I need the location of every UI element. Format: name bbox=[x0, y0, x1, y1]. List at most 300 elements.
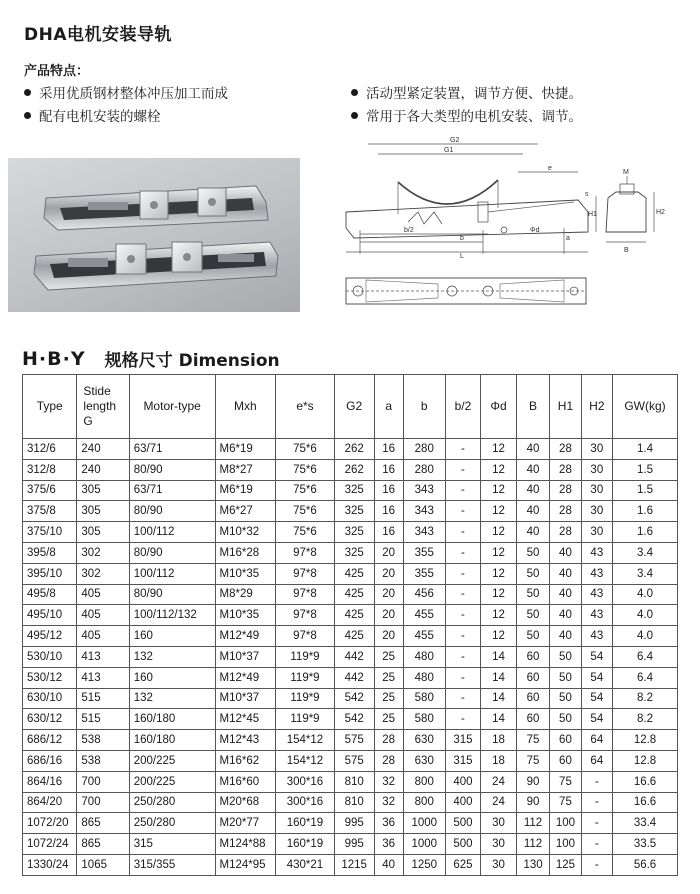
table-cell: 12 bbox=[481, 605, 517, 626]
table-cell: 20 bbox=[374, 584, 403, 605]
table-cell: 455 bbox=[403, 605, 445, 626]
table-cell: 300*16 bbox=[276, 792, 335, 813]
table-cell: 43 bbox=[581, 584, 612, 605]
table-cell: M16*60 bbox=[215, 771, 276, 792]
table-cell: - bbox=[445, 542, 481, 563]
product-photo bbox=[8, 158, 300, 312]
table-cell: 20 bbox=[374, 626, 403, 647]
table-cell: 30 bbox=[581, 522, 612, 543]
table-cell: M16*62 bbox=[215, 750, 276, 771]
dimension-drawing bbox=[338, 132, 668, 328]
table-cell: M124*88 bbox=[215, 834, 276, 855]
table-row bbox=[23, 688, 678, 709]
table-cell: M8*27 bbox=[215, 459, 276, 480]
table-cell: 262 bbox=[334, 439, 374, 460]
table-cell: 4.0 bbox=[613, 626, 678, 647]
table-cell: M12*49 bbox=[215, 667, 276, 688]
table-cell: 12 bbox=[481, 584, 517, 605]
table-cell: 480 bbox=[403, 667, 445, 688]
table-cell: 495/10 bbox=[23, 605, 77, 626]
table-cell: 16 bbox=[374, 501, 403, 522]
table-cell: M10*35 bbox=[215, 605, 276, 626]
label-s: s bbox=[585, 191, 589, 198]
table-cell: 90 bbox=[516, 792, 549, 813]
table-cell: 12 bbox=[481, 459, 517, 480]
table-cell: 538 bbox=[77, 730, 129, 751]
table-cell: 12 bbox=[481, 542, 517, 563]
table-cell: 100 bbox=[550, 813, 581, 834]
table-cell: 355 bbox=[403, 563, 445, 584]
table-cell: 12 bbox=[481, 501, 517, 522]
table-cell: 200/225 bbox=[129, 750, 215, 771]
table-cell: 425 bbox=[334, 584, 374, 605]
table-cell: 125 bbox=[550, 854, 581, 875]
table-cell: 50 bbox=[550, 688, 581, 709]
table-cell: 8.2 bbox=[613, 709, 678, 730]
table-cell: 119*9 bbox=[276, 709, 335, 730]
table-cell: 864/16 bbox=[23, 771, 77, 792]
table-cell: 515 bbox=[77, 688, 129, 709]
table-cell: - bbox=[581, 792, 612, 813]
table-cell: 455 bbox=[403, 626, 445, 647]
table-cell: 154*12 bbox=[276, 750, 335, 771]
table-cell: 97*8 bbox=[276, 626, 335, 647]
table-cell: 20 bbox=[374, 605, 403, 626]
table-cell: 40 bbox=[516, 501, 549, 522]
table-cell: M10*37 bbox=[215, 646, 276, 667]
table-cell: 405 bbox=[77, 584, 129, 605]
table-cell: - bbox=[445, 480, 481, 501]
table-cell: 97*8 bbox=[276, 584, 335, 605]
col-header: H2 bbox=[581, 375, 612, 439]
table-cell: 325 bbox=[334, 501, 374, 522]
table-cell: 60 bbox=[516, 667, 549, 688]
table-cell: 1072/20 bbox=[23, 813, 77, 834]
table-cell: 97*8 bbox=[276, 605, 335, 626]
table-cell: 14 bbox=[481, 667, 517, 688]
table-cell: 700 bbox=[77, 771, 129, 792]
table-cell: 686/16 bbox=[23, 750, 77, 771]
table-cell: - bbox=[445, 626, 481, 647]
table-cell: 40 bbox=[550, 563, 581, 584]
table-cell: - bbox=[581, 834, 612, 855]
table-cell: 40 bbox=[550, 584, 581, 605]
table-cell: 1065 bbox=[77, 854, 129, 875]
table-cell: 12.8 bbox=[613, 750, 678, 771]
table-row bbox=[23, 522, 678, 543]
table-cell: 25 bbox=[374, 646, 403, 667]
table-cell: 442 bbox=[334, 667, 374, 688]
table-cell: 64 bbox=[581, 750, 612, 771]
table-cell: 100/112/132 bbox=[129, 605, 215, 626]
table-cell: 50 bbox=[550, 667, 581, 688]
table-cell: 30 bbox=[481, 834, 517, 855]
table-cell: 18 bbox=[481, 750, 517, 771]
table-row bbox=[23, 542, 678, 563]
col-header: b/2 bbox=[445, 375, 481, 439]
table-cell: 100 bbox=[550, 834, 581, 855]
label-m: M bbox=[623, 169, 629, 176]
table-cell: 132 bbox=[129, 646, 215, 667]
table-cell: 325 bbox=[334, 480, 374, 501]
table-cell: 154*12 bbox=[276, 730, 335, 751]
table-cell: 315/355 bbox=[129, 854, 215, 875]
table-cell: 530/12 bbox=[23, 667, 77, 688]
table-cell: 4.0 bbox=[613, 605, 678, 626]
page-title: DHA电机安装导轨 bbox=[24, 25, 172, 45]
table-cell: 6.4 bbox=[613, 646, 678, 667]
table-cell: 305 bbox=[77, 522, 129, 543]
table-cell: 50 bbox=[516, 563, 549, 584]
table-cell: 50 bbox=[550, 646, 581, 667]
table-cell: 32 bbox=[374, 771, 403, 792]
table-cell: 12 bbox=[481, 480, 517, 501]
table-cell: 50 bbox=[516, 626, 549, 647]
label-bwidth: B bbox=[624, 247, 629, 254]
table-cell: 20 bbox=[374, 563, 403, 584]
table-row bbox=[23, 626, 678, 647]
table-cell: 30 bbox=[581, 480, 612, 501]
table-cell: 1215 bbox=[334, 854, 374, 875]
table-cell: 425 bbox=[334, 626, 374, 647]
table-cell: 625 bbox=[445, 854, 481, 875]
table-cell: 405 bbox=[77, 626, 129, 647]
table-cell: 97*8 bbox=[276, 563, 335, 584]
table-cell: 1250 bbox=[403, 854, 445, 875]
dimension-table bbox=[22, 374, 678, 876]
table-row bbox=[23, 834, 678, 855]
table-row bbox=[23, 771, 678, 792]
table-cell: 112 bbox=[516, 813, 549, 834]
table-cell: 280 bbox=[403, 439, 445, 460]
table-cell: 1000 bbox=[403, 834, 445, 855]
table-cell: 1.5 bbox=[613, 480, 678, 501]
table-cell: 28 bbox=[550, 439, 581, 460]
table-cell: - bbox=[445, 439, 481, 460]
table-cell: 580 bbox=[403, 709, 445, 730]
table-cell: 800 bbox=[403, 771, 445, 792]
table-cell: 80/90 bbox=[129, 459, 215, 480]
table-cell: 100/112 bbox=[129, 522, 215, 543]
table-cell: 28 bbox=[374, 750, 403, 771]
table-cell: 30 bbox=[481, 813, 517, 834]
table-cell: 1.6 bbox=[613, 522, 678, 543]
table-cell: 60 bbox=[516, 646, 549, 667]
label-phid: Φd bbox=[530, 227, 540, 234]
table-cell: 75*6 bbox=[276, 480, 335, 501]
table-cell: 60 bbox=[550, 750, 581, 771]
table-cell: 865 bbox=[77, 834, 129, 855]
table-cell: 80/90 bbox=[129, 584, 215, 605]
table-cell: 130 bbox=[516, 854, 549, 875]
table-cell: - bbox=[581, 771, 612, 792]
col-header: b bbox=[403, 375, 445, 439]
table-cell: 315 bbox=[129, 834, 215, 855]
table-cell: 315 bbox=[445, 730, 481, 751]
table-header-row bbox=[23, 375, 678, 439]
table-cell: 28 bbox=[550, 480, 581, 501]
table-row bbox=[23, 709, 678, 730]
table-cell: 33.5 bbox=[613, 834, 678, 855]
table-cell: 12 bbox=[481, 626, 517, 647]
table-cell: 395/8 bbox=[23, 542, 77, 563]
table-cell: 305 bbox=[77, 480, 129, 501]
table-cell: 630/10 bbox=[23, 688, 77, 709]
table-cell: 112 bbox=[516, 834, 549, 855]
table-cell: - bbox=[445, 667, 481, 688]
table-row bbox=[23, 605, 678, 626]
col-header: Φd bbox=[481, 375, 517, 439]
table-row bbox=[23, 480, 678, 501]
col-header: GW(kg) bbox=[613, 375, 678, 439]
table-cell: 1.6 bbox=[613, 501, 678, 522]
table-cell: 50 bbox=[516, 605, 549, 626]
technical-drawing bbox=[338, 132, 668, 328]
table-cell: 40 bbox=[516, 522, 549, 543]
table-cell: 312/8 bbox=[23, 459, 77, 480]
table-cell: 200/225 bbox=[129, 771, 215, 792]
table-cell: 456 bbox=[403, 584, 445, 605]
label-b: b bbox=[460, 235, 464, 242]
table-cell: 40 bbox=[516, 480, 549, 501]
table-cell: 442 bbox=[334, 646, 374, 667]
table-cell: M8*29 bbox=[215, 584, 276, 605]
table-cell: M6*19 bbox=[215, 480, 276, 501]
label-l: L bbox=[460, 253, 464, 260]
table-cell: M20*77 bbox=[215, 813, 276, 834]
table-cell: 575 bbox=[334, 730, 374, 751]
table-cell: 3.4 bbox=[613, 563, 678, 584]
table-cell: 32 bbox=[374, 792, 403, 813]
table-cell: 30 bbox=[581, 501, 612, 522]
table-cell: 75*6 bbox=[276, 459, 335, 480]
table-cell: 16 bbox=[374, 439, 403, 460]
table-cell: 119*9 bbox=[276, 688, 335, 709]
brand-logo: H·B·Y bbox=[22, 347, 86, 370]
table-cell: M10*37 bbox=[215, 688, 276, 709]
table-cell: 413 bbox=[77, 667, 129, 688]
table-cell: 160/180 bbox=[129, 709, 215, 730]
table-cell: 400 bbox=[445, 771, 481, 792]
table-cell: 75*6 bbox=[276, 439, 335, 460]
table-row bbox=[23, 750, 678, 771]
bullet-icon bbox=[351, 89, 358, 96]
table-cell: 132 bbox=[129, 688, 215, 709]
table-cell: 30 bbox=[581, 439, 612, 460]
label-e: e bbox=[548, 165, 552, 172]
table-cell: 119*9 bbox=[276, 646, 335, 667]
table-cell: 24 bbox=[481, 771, 517, 792]
table-cell: 18 bbox=[481, 730, 517, 751]
table-cell: 63/71 bbox=[129, 480, 215, 501]
motor-rail-image bbox=[8, 158, 300, 312]
table-cell: 4.0 bbox=[613, 584, 678, 605]
table-cell: 25 bbox=[374, 667, 403, 688]
table-cell: 425 bbox=[334, 605, 374, 626]
table-cell: 580 bbox=[403, 688, 445, 709]
table-cell: - bbox=[445, 501, 481, 522]
table-cell: 325 bbox=[334, 542, 374, 563]
table-cell: 160*19 bbox=[276, 834, 335, 855]
table-cell: 515 bbox=[77, 709, 129, 730]
table-cell: 54 bbox=[581, 667, 612, 688]
table-cell: 54 bbox=[581, 688, 612, 709]
table-cell: 20 bbox=[374, 542, 403, 563]
table-cell: 12 bbox=[481, 439, 517, 460]
table-cell: 375/6 bbox=[23, 480, 77, 501]
label-a: a bbox=[566, 235, 570, 242]
table-cell: 1.4 bbox=[613, 439, 678, 460]
table-cell: M20*68 bbox=[215, 792, 276, 813]
table-cell: 43 bbox=[581, 542, 612, 563]
table-cell: 12 bbox=[481, 563, 517, 584]
table-row bbox=[23, 792, 678, 813]
table-cell: 90 bbox=[516, 771, 549, 792]
table-cell: 495/12 bbox=[23, 626, 77, 647]
col-header: Mxh bbox=[215, 375, 276, 439]
col-header: e*s bbox=[276, 375, 335, 439]
table-cell: 14 bbox=[481, 646, 517, 667]
table-cell: 56.6 bbox=[613, 854, 678, 875]
table-cell: M16*28 bbox=[215, 542, 276, 563]
table-cell: 500 bbox=[445, 813, 481, 834]
dimension-heading bbox=[22, 346, 280, 371]
table-cell: 400 bbox=[445, 792, 481, 813]
table-cell: 75*6 bbox=[276, 501, 335, 522]
col-header: H1 bbox=[550, 375, 581, 439]
table-cell: 30 bbox=[581, 459, 612, 480]
bullet-icon bbox=[24, 89, 31, 96]
table-cell: 75 bbox=[516, 730, 549, 751]
table-cell: 28 bbox=[550, 459, 581, 480]
table-row bbox=[23, 854, 678, 875]
table-cell: 43 bbox=[581, 563, 612, 584]
table-cell: 63/71 bbox=[129, 439, 215, 460]
table-cell: 250/280 bbox=[129, 792, 215, 813]
table-cell: 995 bbox=[334, 834, 374, 855]
table-cell: 50 bbox=[550, 709, 581, 730]
table-cell: 280 bbox=[403, 459, 445, 480]
table-cell: 43 bbox=[581, 626, 612, 647]
table-cell: 97*8 bbox=[276, 542, 335, 563]
table-cell: 1000 bbox=[403, 813, 445, 834]
table-cell: 864/20 bbox=[23, 792, 77, 813]
table-cell: M10*35 bbox=[215, 563, 276, 584]
table-cell: 343 bbox=[403, 522, 445, 543]
table-cell: 630 bbox=[403, 750, 445, 771]
table-cell: 1072/24 bbox=[23, 834, 77, 855]
table-cell: M124*95 bbox=[215, 854, 276, 875]
table-cell: - bbox=[445, 709, 481, 730]
table-cell: 430*21 bbox=[276, 854, 335, 875]
table-cell: 375/10 bbox=[23, 522, 77, 543]
table-cell: 28 bbox=[550, 501, 581, 522]
table-cell: M6*19 bbox=[215, 439, 276, 460]
table-cell: 575 bbox=[334, 750, 374, 771]
table-cell: M6*27 bbox=[215, 501, 276, 522]
label-h1: H1 bbox=[588, 211, 597, 218]
label-h2: H2 bbox=[656, 209, 665, 216]
table-cell: 343 bbox=[403, 480, 445, 501]
table-cell: - bbox=[445, 688, 481, 709]
table-row bbox=[23, 667, 678, 688]
feature-item: 配有电机安装的螺栓 bbox=[24, 105, 161, 125]
table-cell: 3.4 bbox=[613, 542, 678, 563]
table-cell: 40 bbox=[550, 626, 581, 647]
table-cell: 375/8 bbox=[23, 501, 77, 522]
col-header: Type bbox=[23, 375, 77, 439]
table-cell: 302 bbox=[77, 542, 129, 563]
table-cell: 16 bbox=[374, 522, 403, 543]
table-cell: 30 bbox=[481, 854, 517, 875]
table-cell: 495/8 bbox=[23, 584, 77, 605]
table-cell: 60 bbox=[550, 730, 581, 751]
table-cell: 12 bbox=[481, 522, 517, 543]
table-row bbox=[23, 646, 678, 667]
table-cell: 6.4 bbox=[613, 667, 678, 688]
table-cell: 312/6 bbox=[23, 439, 77, 460]
table-cell: 542 bbox=[334, 709, 374, 730]
table-cell: 75 bbox=[516, 750, 549, 771]
col-header: G2 bbox=[334, 375, 374, 439]
table-cell: 538 bbox=[77, 750, 129, 771]
table-cell: 395/10 bbox=[23, 563, 77, 584]
table-cell: 8.2 bbox=[613, 688, 678, 709]
table-cell: 480 bbox=[403, 646, 445, 667]
table-cell: 413 bbox=[77, 646, 129, 667]
table-cell: 995 bbox=[334, 813, 374, 834]
table-cell: 40 bbox=[516, 459, 549, 480]
table-cell: 36 bbox=[374, 813, 403, 834]
table-cell: 315 bbox=[445, 750, 481, 771]
table-row bbox=[23, 730, 678, 751]
table-cell: 25 bbox=[374, 688, 403, 709]
feature-item: 常用于各大类型的电机安装、调节。 bbox=[351, 105, 582, 125]
table-cell: 40 bbox=[516, 439, 549, 460]
table-cell: 40 bbox=[550, 605, 581, 626]
features-heading: 产品特点： bbox=[24, 64, 90, 79]
table-cell: 810 bbox=[334, 771, 374, 792]
table-cell: 12.8 bbox=[613, 730, 678, 751]
table-cell: 28 bbox=[374, 730, 403, 751]
table-cell: 800 bbox=[403, 792, 445, 813]
table-cell: 36 bbox=[374, 834, 403, 855]
table-cell: 500 bbox=[445, 834, 481, 855]
table-cell: 240 bbox=[77, 439, 129, 460]
table-cell: 542 bbox=[334, 688, 374, 709]
table-cell: 1.5 bbox=[613, 459, 678, 480]
table-cell: 250/280 bbox=[129, 813, 215, 834]
table-cell: 325 bbox=[334, 522, 374, 543]
table-row bbox=[23, 584, 678, 605]
table-row bbox=[23, 459, 678, 480]
table-cell: - bbox=[445, 584, 481, 605]
table-cell: 14 bbox=[481, 688, 517, 709]
table-cell: - bbox=[581, 813, 612, 834]
table-cell: 75 bbox=[550, 792, 581, 813]
table-cell: 160*19 bbox=[276, 813, 335, 834]
col-header: B bbox=[516, 375, 549, 439]
table-cell: 50 bbox=[516, 584, 549, 605]
table-cell: 16.6 bbox=[613, 792, 678, 813]
table-cell: 64 bbox=[581, 730, 612, 751]
table-cell: 25 bbox=[374, 709, 403, 730]
table-cell: - bbox=[445, 646, 481, 667]
table-cell: 54 bbox=[581, 709, 612, 730]
table-cell: 305 bbox=[77, 501, 129, 522]
table-cell: 160 bbox=[129, 626, 215, 647]
table-cell: 700 bbox=[77, 792, 129, 813]
